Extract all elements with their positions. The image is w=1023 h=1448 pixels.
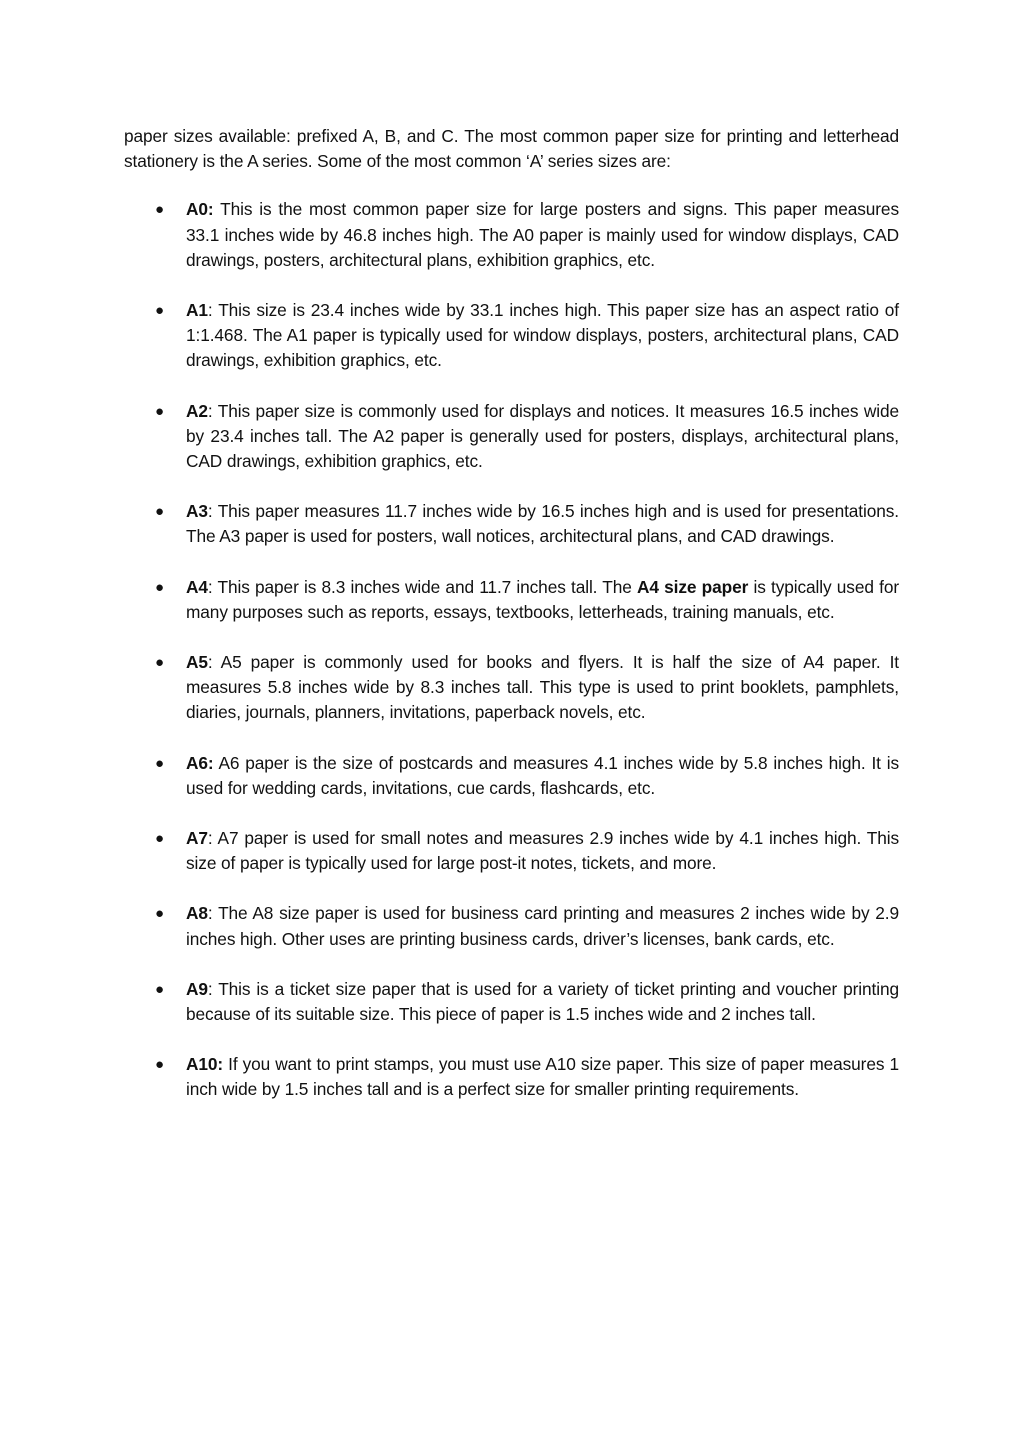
item-emphasis: A4 size paper <box>637 576 749 597</box>
list-item-a2 <box>124 399 899 475</box>
item-label: A10: <box>186 1054 224 1075</box>
bullet-icon: ● <box>155 754 164 772</box>
list-item-a6 <box>124 751 899 801</box>
bullet-icon: ● <box>155 302 164 320</box>
item-text: : This paper size is commonly used for displays and notices. It measures 16.5 inches wide by 23.4 inches tall. The A2 paper is generally used for posters, displays, architectural plans, CAD drawings, exhibition graphics, etc. <box>186 400 899 472</box>
item-label: A3 <box>186 501 208 522</box>
list-item-a4 <box>124 575 899 625</box>
bullet-icon: ● <box>155 503 164 521</box>
item-text: : A5 paper is commonly used for books and flyers. It is half the size of A4 paper. It measures 5.8 inches wide by 8.3 inches tall. This type is used to print booklets, pamphlets, diaries, journals, planners, invitations, paperback novels, etc. <box>186 652 899 723</box>
bullet-icon: ● <box>155 830 164 848</box>
item-label: A4 <box>186 576 208 597</box>
a-series-size-list <box>124 197 899 1102</box>
item-text: : A7 paper is used for small notes and measures 2.9 inches wide by 4.1 inches high. This size of paper is typically used for large post-it notes, tickets, and more. <box>186 828 899 874</box>
item-label: A0: <box>186 199 214 220</box>
item-label: A5 <box>186 652 208 673</box>
list-item-a1 <box>124 298 899 374</box>
item-text: : This size is 23.4 inches wide by 33.1 inches high. This paper size has an aspect ratio of 1:1.468. The A1 paper is typically used for window displays, posters, architectural plans, CAD drawings, exhibition graphics, etc. <box>186 300 899 371</box>
intro-paragraph: paper sizes available: prefixed A, B, and C. The most common paper size for printing and letterhead stationery is the A series. Some of the most common ‘A’ series sizes are: <box>124 126 899 172</box>
item-text: If you want to print stamps, you must use A10 size paper. This size of paper measures 1 inch wide by 1.5 inches tall and is a perfect size for smaller printing requirements. <box>186 1054 899 1100</box>
bullet-icon: ● <box>155 905 164 923</box>
item-text: : This paper is 8.3 inches wide and 11.7 inches tall. The <box>207 576 638 597</box>
bullet-icon: ● <box>155 201 164 219</box>
bullet-icon: ● <box>155 578 164 596</box>
item-label: A7 <box>186 828 208 849</box>
item-text: A6 paper is the size of postcards and measures 4.1 inches wide by 5.8 inches high. It is used for wedding cards, invitations, cue cards, flashcards, etc. <box>186 752 899 798</box>
list-item-a9 <box>124 977 899 1027</box>
item-label: A8 <box>186 903 208 924</box>
bullet-icon: ● <box>155 1056 164 1074</box>
bullet-icon: ● <box>155 402 164 420</box>
list-item-a8 <box>124 901 899 951</box>
item-text: : This is a ticket size paper that is used for a variety of ticket printing and voucher printing because of its suitable size. This piece of paper is 1.5 inches wide and 2 inches tall. <box>186 978 899 1025</box>
item-text: This is the most common paper size for large posters and signs. This paper measures 33.1 inches wide by 46.8 inches high. The A0 paper is mainly used for window displays, CAD drawings, posters, architectural plans, exhibition graphics, etc. <box>186 199 899 270</box>
list-item-a0 <box>124 197 899 273</box>
list-item-a7 <box>124 826 899 876</box>
item-text-continued: is typically used for many purposes such as reports, essays, textbooks, letterheads, training manuals, etc. <box>186 576 899 622</box>
bullet-icon: ● <box>155 654 164 672</box>
item-label: A2 <box>186 400 208 421</box>
bullet-icon: ● <box>155 980 164 998</box>
item-text: : This paper measures 11.7 inches wide by 16.5 inches high and is used for presentations. The A3 paper is used for posters, wall notices, architectural plans, and CAD drawings. <box>186 501 899 547</box>
list-item-a3 <box>124 499 899 549</box>
item-text: : The A8 size paper is used for business card printing and measures 2 inches wide by 2.9 inches high. Other uses are printing business cards, driver’s licenses, bank cards, etc. <box>186 903 899 949</box>
list-item-a10 <box>124 1052 899 1102</box>
list-item-a5 <box>124 650 899 726</box>
item-label: A6: <box>186 752 214 773</box>
item-label: A1 <box>186 300 208 321</box>
item-label: A9 <box>186 978 208 999</box>
document-body <box>124 124 899 1128</box>
